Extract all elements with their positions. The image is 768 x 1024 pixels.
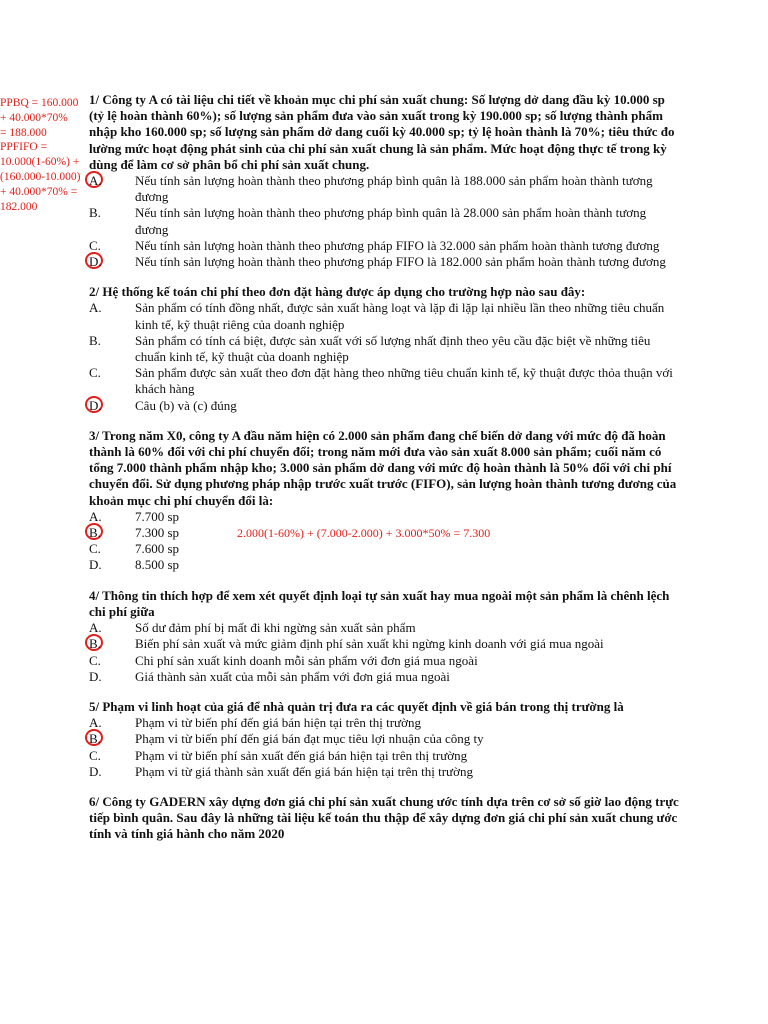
question-title: 2/ Hệ thống kế toán chi phí theo đơn đặt hàng được áp dụng cho trường hợp nào sau đây: xyxy=(89,284,586,300)
option-letter xyxy=(89,365,135,397)
option-letter xyxy=(89,731,135,747)
answer-option xyxy=(89,173,679,205)
option-letter-text: D. xyxy=(89,763,102,779)
answer-option xyxy=(89,541,679,557)
option-letter xyxy=(89,748,135,764)
option-letter-text: B. xyxy=(89,525,101,541)
answer-option xyxy=(89,238,679,254)
option-letter xyxy=(89,254,135,270)
option-letter xyxy=(89,300,135,332)
option-text: Nếu tính sản lượng hoàn thành theo phương pháp FIFO là 182.000 sản phẩm hoàn thành tương đương xyxy=(135,254,666,270)
option-letter-text: C. xyxy=(89,747,101,763)
option-letter xyxy=(89,238,135,254)
option-letter xyxy=(89,636,135,652)
option-letter-text: A. xyxy=(89,300,102,316)
option-text: Phạm vi từ biến phí đến giá bán đạt mục tiêu lợi nhuận của công ty xyxy=(135,731,484,747)
option-letter xyxy=(89,525,135,541)
side-note-line: (160.000-10.000) xyxy=(0,170,81,183)
option-text: Sản phẩm được sản xuất theo đơn đặt hàng theo những tiêu chuẩn kinh tế, kỹ thuật được thỏa thuận với khách hàng xyxy=(135,365,673,397)
answer-option xyxy=(89,205,679,237)
option-letter-text: B. xyxy=(89,636,101,652)
question-title: 1/ Công ty A có tài liệu chi tiết về khoản mục chi phí sản xuất chung: Số lượng dở dang đầu kỳ 10.000 sp (tỷ lệ hoàn thành 60%); số lượng sản phẩm đưa vào sản xuất trong kỳ 190.000 sp; số lượng thành phẩm nhập kho 160.000 sp; số lượng sản phẩm dở dang cuối kỳ 40.000 sp; tỷ lệ hoàn thành là 70%; tiêu thức đo lường mức hoạt động phát sinh của chi phí sản xuất chung là sản phẩm. Mức hoạt động thực tế trong kỳ dùng để làm cơ sở phân bổ chi phí sản xuất chung. xyxy=(89,92,675,172)
option-text: 7.700 sp xyxy=(135,508,180,524)
option-letter-text: C. xyxy=(89,365,101,381)
option-text: Phạm vi từ giá thành sản xuất đến giá bán hiện tại trên thị trường xyxy=(135,763,473,779)
option-text: Biến phí sản xuất và mức giảm định phí sản xuất khi ngừng kinh doanh với giá mua ngoài xyxy=(135,636,604,652)
answer-option xyxy=(89,748,679,764)
question-title: 5/ Phạm vi linh hoạt của giá để nhà quản trị đưa ra các quyết định về giá bán trong thị trường là xyxy=(89,698,624,714)
answer-option xyxy=(89,636,679,652)
side-note-line: 182.000 xyxy=(0,200,38,213)
answer-option xyxy=(89,557,679,573)
side-note xyxy=(0,96,92,214)
question-4 xyxy=(89,588,679,685)
option-letter xyxy=(89,509,135,525)
question-title: 4/ Thông tin thích hợp để xem xét quyết định loại tự sản xuất hay mua ngoài một sản phẩm là chênh lệch chi phí giữa xyxy=(89,587,670,619)
option-letter-text: D. xyxy=(89,557,102,573)
option-text: 8.500 sp xyxy=(135,557,180,573)
answer-option xyxy=(89,653,679,669)
option-letter xyxy=(89,173,135,205)
side-note-line: = 188.000 xyxy=(0,126,47,139)
option-letter xyxy=(89,205,135,237)
answer-option xyxy=(89,509,679,525)
answer-option xyxy=(89,525,679,541)
question-1 xyxy=(89,92,679,270)
option-letter-text: D. xyxy=(89,397,102,413)
option-letter xyxy=(89,669,135,685)
option-letter-text: B. xyxy=(89,332,101,348)
option-text: Nếu tính sản lượng hoàn thành theo phương pháp bình quân là 28.000 sản phẩm hoàn thành tương đương xyxy=(135,205,647,237)
document-content xyxy=(89,92,679,857)
answer-option xyxy=(89,764,679,780)
option-text: Số dư đảm phí bị mất đi khi ngừng sản xuất sản phẩm xyxy=(135,620,416,636)
side-note-line: 10.000(1-60%) + xyxy=(0,156,80,169)
option-letter xyxy=(89,541,135,557)
option-letter-text: C. xyxy=(89,237,101,253)
option-letter xyxy=(89,557,135,573)
question-title: 6/ Công ty GADERN xây dựng đơn giá chi phí sản xuất chung ước tính dựa trên cơ sở số giờ lao động trực tiếp bình quân. Sau đây là những tài liệu kế toán thu thập để xây dựng đơn giá chi phí sản xuất chung ước tính và tính giá hành cho năm 2020 xyxy=(89,793,679,842)
option-text: Phạm vi từ biến phí sản xuất đến giá bán hiện tại trên thị trường xyxy=(135,747,468,763)
question-6 xyxy=(89,794,679,843)
answer-option xyxy=(89,300,679,332)
question-2 xyxy=(89,284,679,414)
answer-option xyxy=(89,620,679,636)
option-letter xyxy=(89,653,135,669)
option-letter-text: C. xyxy=(89,541,101,557)
side-note-line: PPBQ = 160.000 xyxy=(0,97,79,109)
option-letter-text: D. xyxy=(89,668,102,684)
option-letter-text: B. xyxy=(89,205,101,221)
answer-option xyxy=(89,731,679,747)
option-letter xyxy=(89,398,135,414)
answer-option xyxy=(89,398,679,414)
option-letter xyxy=(89,764,135,780)
option-text: Câu (b) và (c) đúng xyxy=(135,397,237,413)
answer-option xyxy=(89,715,679,731)
option-text: Sản phẩm có tính đồng nhất, được sản xuất hàng loạt và lặp đi lặp lại nhiều lần theo những tiêu chuẩn kinh tế, kỹ thuật riêng của doanh nghiệp xyxy=(135,300,665,332)
answer-option xyxy=(89,669,679,685)
question-title: 3/ Trong năm X0, công ty A đầu năm hiện có 2.000 sản phẩm đang chế biến dở dang với mức độ đã hoàn thành là 60% đối với chi phí chuyển đổi; trong năm mới đưa vào sản xuất 8.000 sản phẩm; cuối năm có tổng 7.000 thành phẩm nhập kho; 3.000 sản phẩm dở dang với mức độ hoàn thành là 50% đối với chi phí chuyển đổi. Sử dụng phương pháp nhập trước xuất trước (FIFO), sản lượng hoàn thành tương đương của khoản mục chi phí chuyển đổi là: xyxy=(89,427,677,508)
option-text: Sản phẩm có tính cá biệt, được sản xuất với số lượng nhất định theo yêu cầu đặc biệt về những tiêu chuẩn kinh tế, kỹ thuật của doanh nghiệp xyxy=(135,332,651,365)
option-letter xyxy=(89,715,135,731)
option-letter-text: A. xyxy=(89,620,102,636)
answer-option xyxy=(89,333,679,365)
option-text: Chi phí sản xuất kinh doanh mỗi sản phẩm với đơn giá mua ngoài xyxy=(135,652,478,668)
option-letter-text: D. xyxy=(89,254,102,270)
answer-option xyxy=(89,254,679,270)
handwritten-formula: 2.000(1-60%) + (7.000-2.000) + 3.000*50% = 7.300 xyxy=(237,526,491,541)
question-3 xyxy=(89,428,679,574)
option-text: Phạm vi từ biến phí đến giá bán hiện tại trên thị trường xyxy=(135,715,421,731)
option-letter-text: A. xyxy=(89,715,102,731)
answer-option xyxy=(89,365,679,397)
option-letter-text: B. xyxy=(89,731,101,747)
option-text: Giá thành sản xuất của mỗi sản phẩm với đơn giá mua ngoài xyxy=(135,668,450,684)
side-note-line: PPFIFO = xyxy=(0,141,48,154)
option-letter-text: A. xyxy=(89,508,102,524)
option-text: Nếu tính sản lượng hoàn thành theo phương pháp FIFO là 32.000 sản phẩm hoàn thành tương đương xyxy=(135,237,660,253)
option-letter-text: C. xyxy=(89,652,101,668)
option-text: 7.300 sp xyxy=(135,525,180,541)
option-letter-text: A. xyxy=(89,173,102,189)
option-text: 7.600 sp xyxy=(135,541,180,557)
option-letter xyxy=(89,620,135,636)
side-note-line: + 40.000*70% xyxy=(0,111,68,124)
side-note-line: + 40.000*70% = xyxy=(0,185,78,198)
option-letter xyxy=(89,333,135,365)
question-5 xyxy=(89,699,679,780)
option-text: Nếu tính sản lượng hoàn thành theo phương pháp bình quân là 188.000 sản phẩm hoàn thành tương đương xyxy=(135,173,653,205)
